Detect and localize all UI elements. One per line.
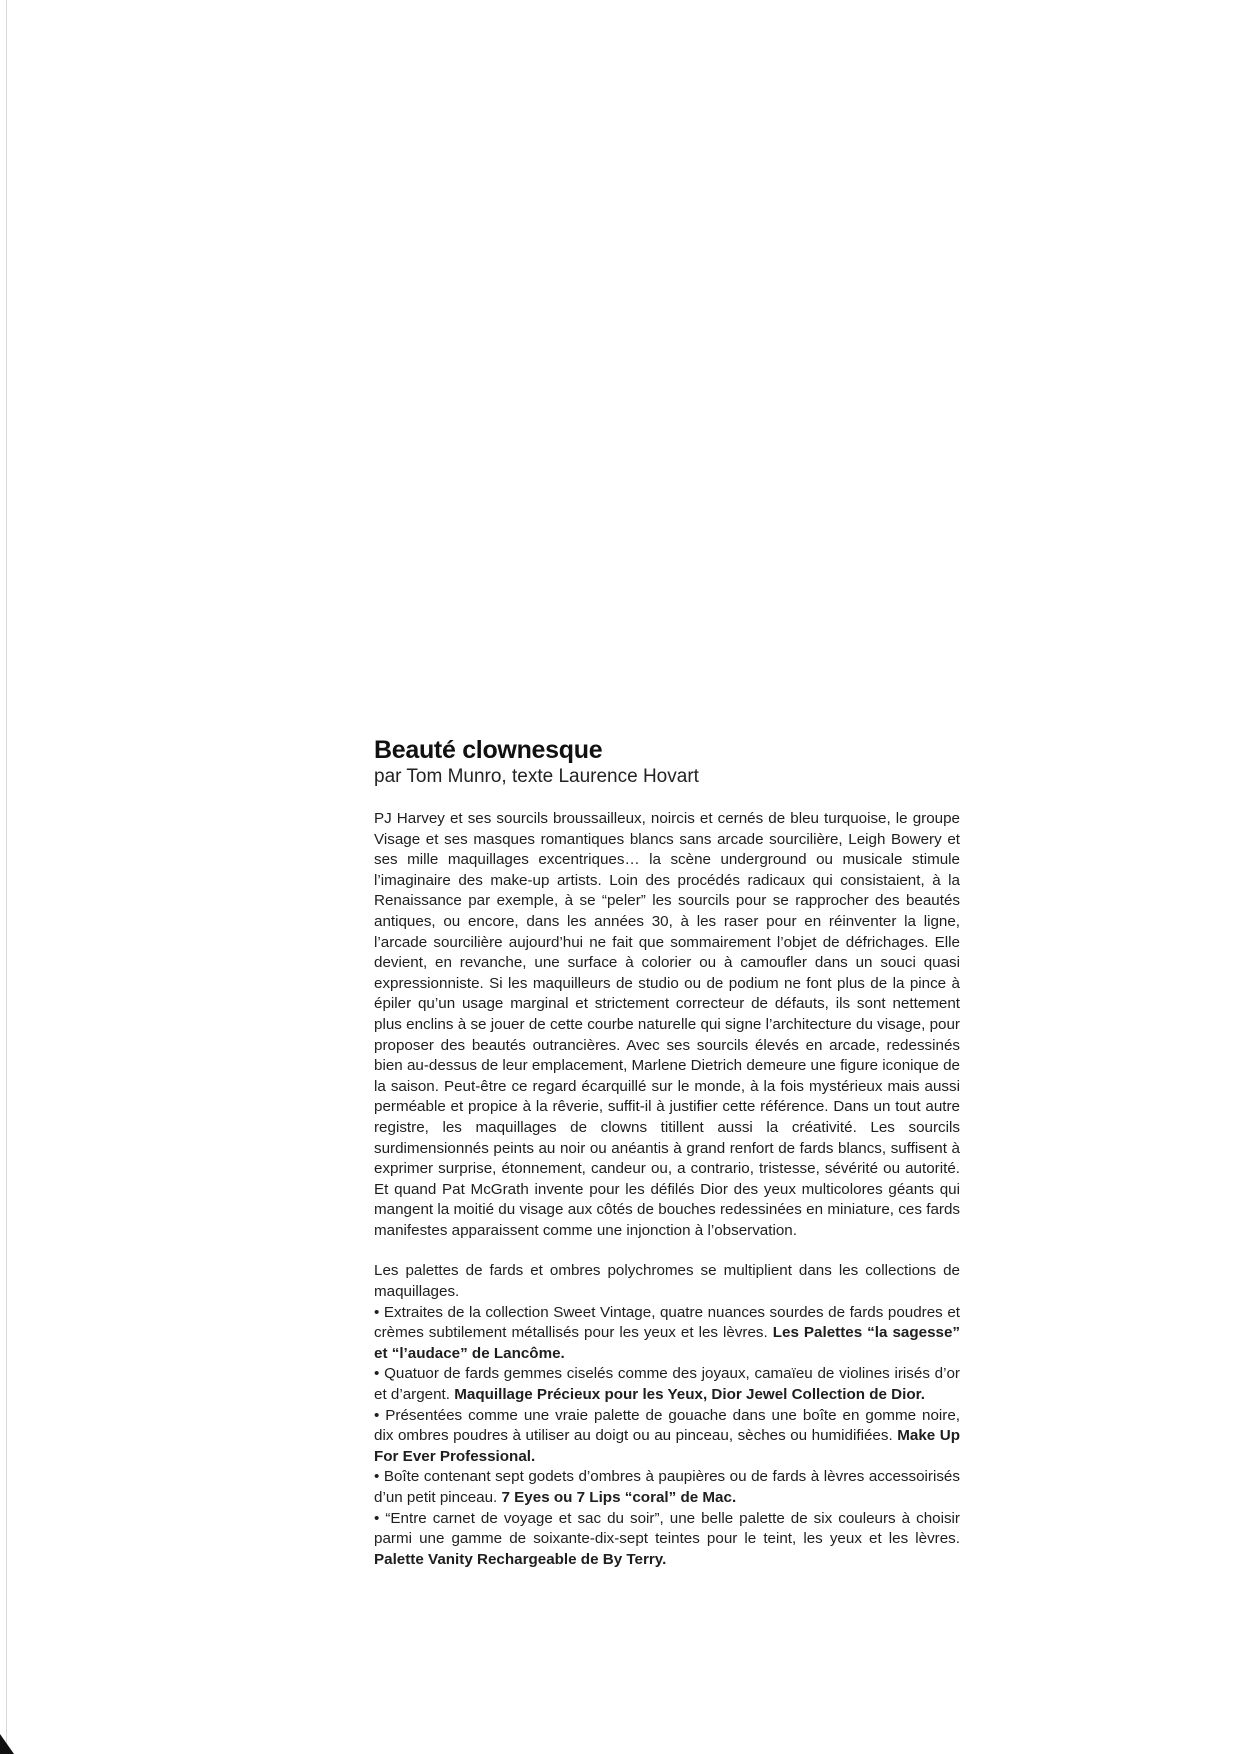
article-intro-paragraph: PJ Harvey et ses sourcils broussailleux, noircis et cernés de bleu turquoise, le groupe Visage et ses masques romantiques blancs sans arcade sourcilière, Leigh Bowery et ses mille maquillages excentriques… la scène underground ou musicale stimule l’imaginaire des make-up artists. Loin des procédés radicaux qui consistaient, à la Renaissance par exemple, à se “peler” les sourcils pour se rapprocher des beautés antiques, ou encore, dans les années 30, à les raser pour en réinventer la ligne, l’arcade sourcilière aujourd’hui ne fait que sommairement l’objet de défrichages. Elle devient, en revanche, une surface à colorier ou à camoufler dans un souci quasi expressionniste. Si les maquilleurs de studio ou de podium ne font plus de la pince à épiler qu’un usage marginal et strictement correcteur de défauts, ils sont nettement plus enclins à se jouer de cette courbe naturelle qui signe l’architecture du visage, pour proposer des beautés outrancières. Avec ses sourcils élevés en arcade, redessinés bien au-dessus de leur emplacement, Marlene Dietrich demeure une figure iconique de la saison. Peut-être ce regard écarquillé sur le monde, à la fois mystérieux mais aussi perméable et propice à la rêverie, suffit-il à justifier cette référence. Dans un tout autre registre, les maquillages de clowns titillent aussi la créativité. Les sourcils surdimensionnés peints au noir ou anéantis à grand renfort de fards blancs, suffisent à exprimer surprise, étonnement, candeur ou, a contrario, tristesse, sévérité ou autorité. Et quand Pat McGrath invente pour les défilés Dior des yeux multicolores géants qui mangent la moitié du visage aux côtés de bouches redessinées en miniature, ces fards manifestes apparaissent comme une injonction à l’observation. bbox=[374, 810, 960, 1239]
article bbox=[374, 735, 960, 1570]
bullet-marker: • bbox=[374, 1303, 380, 1321]
scan-edge-line bbox=[6, 0, 7, 1754]
article-title: Beauté clownesque bbox=[374, 736, 603, 764]
palette-item-product: Les Palettes “la sagesse” et “l’audace” de Lancôme. bbox=[374, 1324, 960, 1362]
palette-item bbox=[374, 1303, 960, 1365]
article-byline: par Tom Munro, texte Laurence Hovart bbox=[374, 766, 699, 787]
palette-item-description: Extraites de la collection Sweet Vintage, quatre nuances sourdes de fards poudres et crèmes subtilement métallisés pour les yeux et les lèvres. bbox=[374, 1303, 960, 1342]
palette-item bbox=[374, 1364, 960, 1405]
palette-item bbox=[374, 1467, 960, 1508]
palette-item-description: Présentées comme une vraie palette de gouache dans une boîte en gomme noire, dix ombres poudres à utiliser au doigt ou au pinceau, sèches ou humidifiées. bbox=[374, 1406, 960, 1445]
palette-item-product: Palette Vanity Rechargeable de By Terry. bbox=[374, 1550, 667, 1568]
palette-item-description: Quatuor de fards gemmes ciselés comme des joyaux, camaïeu de violines irisés d’or et d’argent. bbox=[374, 1365, 960, 1404]
palette-item-description: “Entre carnet de voyage et sac du soir”, une belle palette de six couleurs à choisir parmi une gamme de soixante-dix-sept teintes pour le teint, les yeux et les lèvres. bbox=[374, 1509, 960, 1548]
bullet-marker: • bbox=[374, 1468, 380, 1486]
scan-corner-mark bbox=[0, 1734, 14, 1754]
palettes-intro: Les palettes de fards et ombres polychromes se multiplient dans les collections de maquillages. bbox=[374, 1262, 960, 1301]
palette-item-product: Maquillage Précieux pour les Yeux, Dior Jewel Collection de Dior. bbox=[454, 1386, 925, 1404]
palettes-section bbox=[374, 1261, 960, 1570]
bullet-marker: • bbox=[374, 1509, 380, 1527]
paragraph-spacer bbox=[374, 1241, 960, 1261]
bullet-marker: • bbox=[374, 1365, 380, 1383]
palette-item bbox=[374, 1509, 960, 1571]
palette-item-description: Boîte contenant sept godets d’ombres à paupières ou de fards à lèvres accessoirisés d’un petit pinceau. bbox=[374, 1468, 960, 1506]
palette-item bbox=[374, 1406, 960, 1468]
palette-item-product: Make Up For Ever Professional. bbox=[374, 1427, 960, 1465]
palette-item-product: 7 Eyes ou 7 Lips “coral” de Mac. bbox=[501, 1489, 737, 1506]
bullet-marker: • bbox=[374, 1406, 380, 1424]
